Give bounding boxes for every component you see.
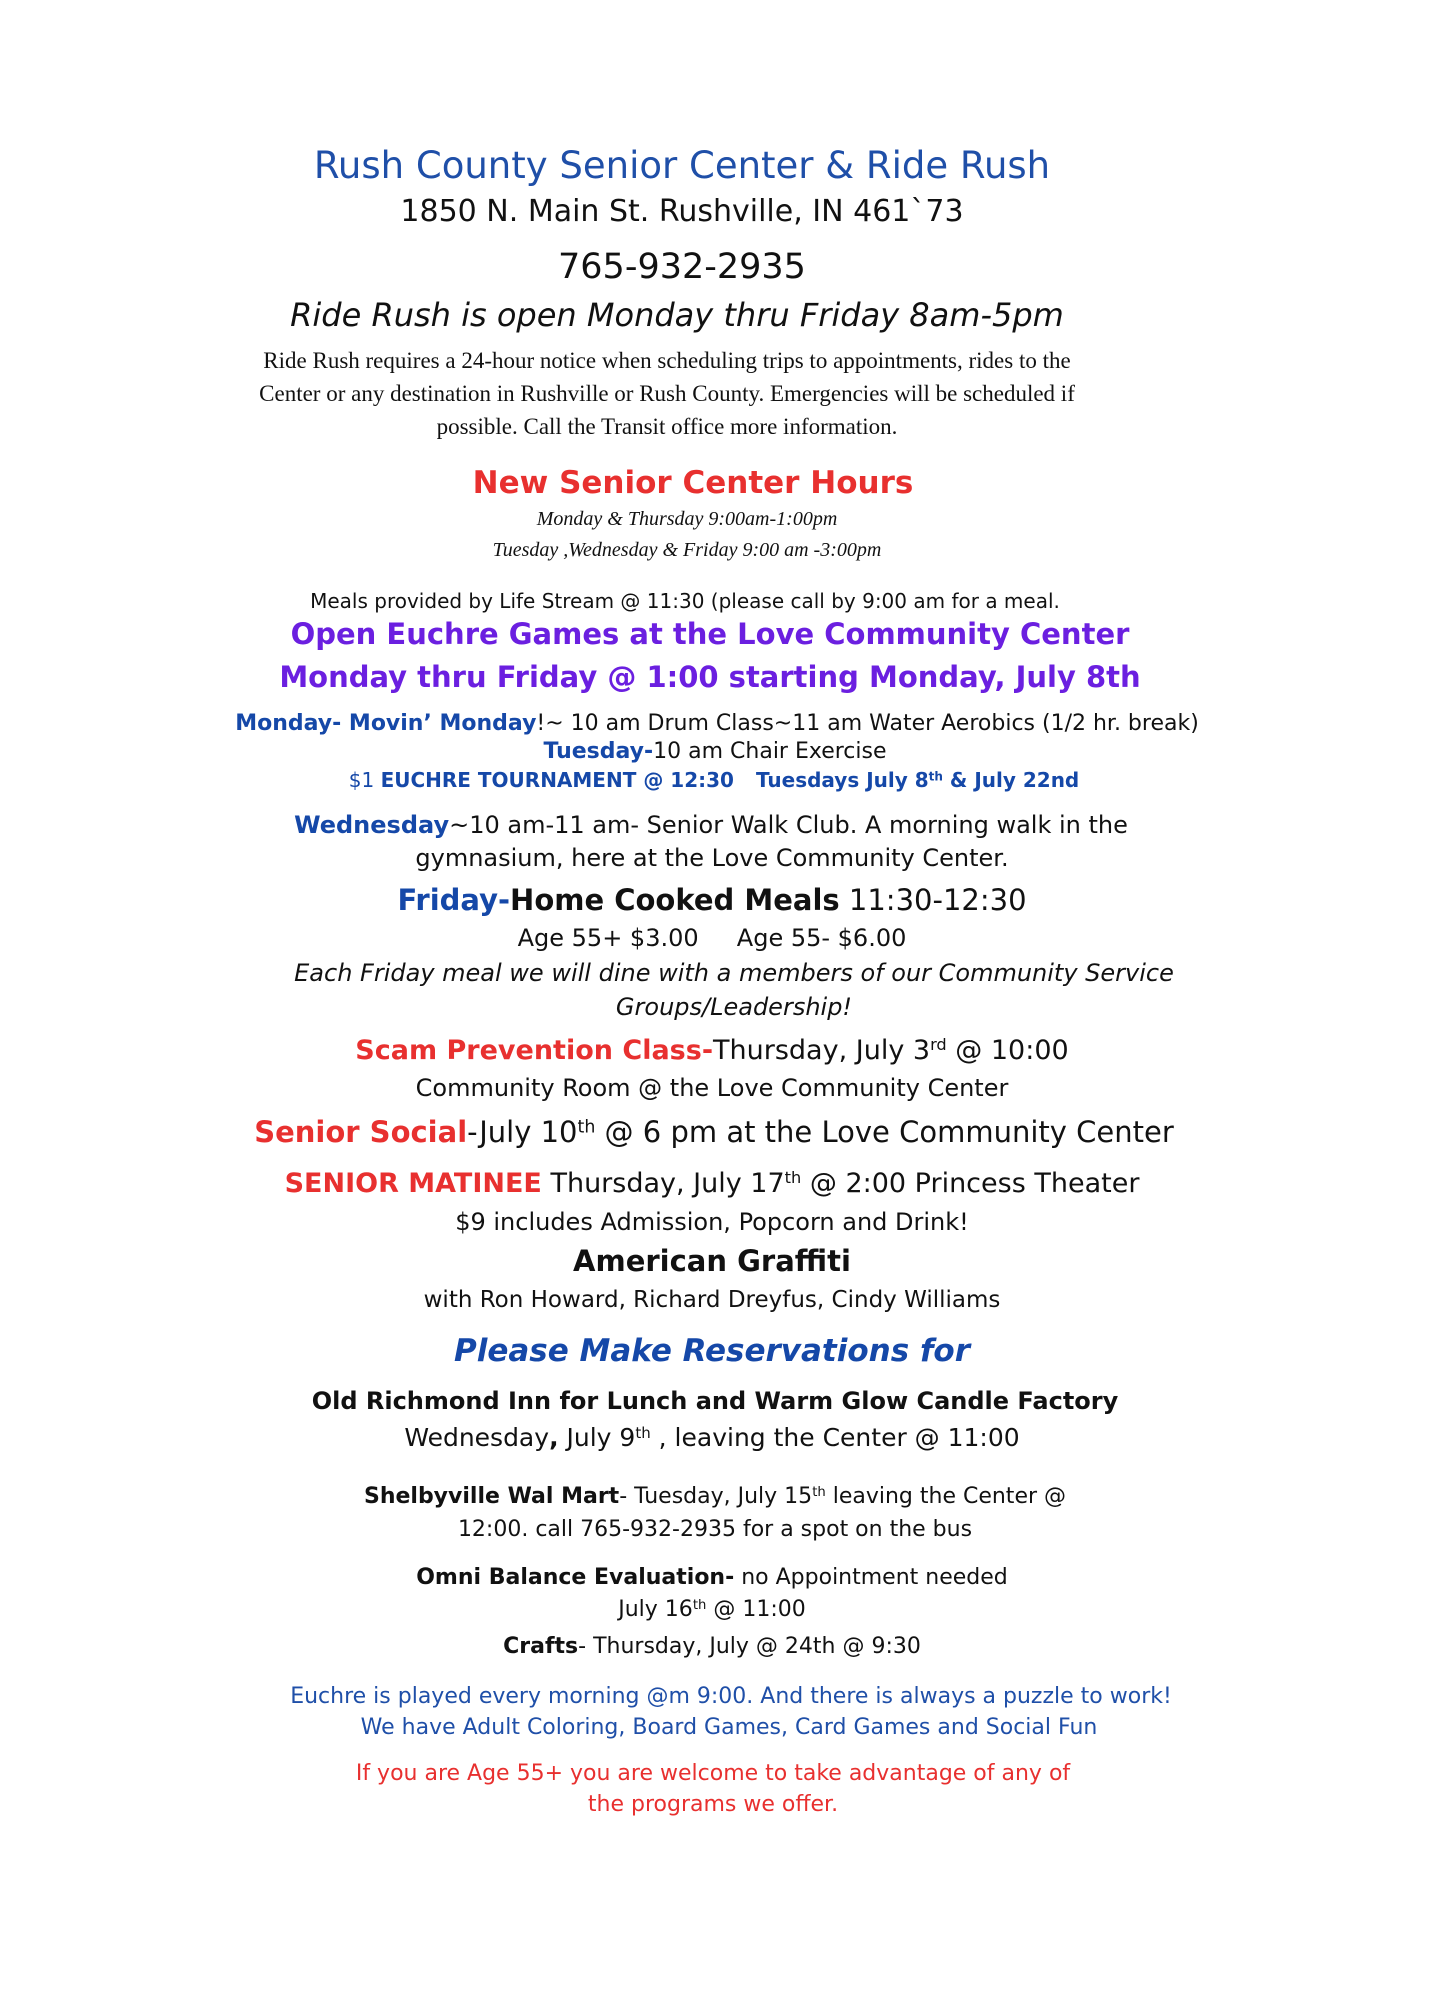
matinee-label: SENIOR MATINEE: [284, 1168, 542, 1199]
friday-note-2: Groups/Leadership!: [615, 993, 853, 1021]
euchre-line-1: Open Euchre Games at the Love Community Center: [290, 617, 1130, 651]
ride-notice-line-2: Center or any destination in Rushville or Rush County. Emergencies will be scheduled if: [259, 381, 1075, 406]
trip-1-date-a: Wednesday: [404, 1423, 550, 1452]
wednesday-text: ~10 am-11 am- Senior Walk Club. A morning walk in the: [449, 811, 1128, 839]
omni-label: Omni Balance Evaluation-: [416, 1565, 735, 1590]
walmart-text-after: leaving the Center @: [825, 1484, 1067, 1509]
walmart-sup: th: [812, 1484, 826, 1500]
trip-1-sup: th: [635, 1423, 651, 1442]
phone-number: 765-932-2935: [558, 247, 806, 287]
euchre-tournament: [0, 769, 1441, 792]
social-sup: th: [577, 1117, 596, 1138]
footer-line-1: Euchre is played every morning @m 9:00. And there is always a puzzle to work!: [290, 1684, 1172, 1709]
tuesday-schedule: [0, 739, 1442, 764]
social-text: -July 10: [467, 1115, 578, 1149]
reservations-heading: Please Make Reservations for: [453, 1333, 971, 1369]
walmart-line-2: 12:00. call 765-932-2935 for a spot on the bus: [457, 1517, 973, 1542]
matinee-sup: th: [784, 1168, 802, 1188]
friday-title: Home Cooked Meals: [510, 883, 840, 917]
footer-line-3: If you are Age 55+ you are welcome to take advantage of any of: [355, 1761, 1071, 1786]
scam-label: Scam Prevention Class-: [355, 1035, 714, 1066]
matinee-price: $9 includes Admission, Popcorn and Drink!: [455, 1208, 969, 1236]
trip-1-date: [0, 1424, 1439, 1453]
social-label: Senior Social: [254, 1115, 468, 1149]
monday-text: !~ 10 am Drum Class~11 am Water Aerobics (1/2 hr. break): [536, 711, 1199, 736]
crafts-text: - Thursday, July @ 24th @ 9:30: [578, 1634, 921, 1659]
address: 1850 N. Main St. Rushville, IN 461`73: [400, 194, 964, 229]
matinee-text-after: @ 2:00 Princess Theater: [801, 1168, 1140, 1199]
tournament-prefix: $1: [348, 768, 381, 792]
tournament-title: EUCHRE TOURNAMENT @ 12:30: [380, 768, 734, 792]
page-title: Rush County Senior Center & Ride Rush: [313, 144, 1051, 187]
scam-location: Community Room @ the Love Community Center: [415, 1074, 1009, 1102]
friday-meals: [0, 884, 1439, 917]
hours-line-2: Tuesday ,Wednesday & Friday 9:00 am -3:00pm: [492, 539, 882, 561]
euchre-line-2: Monday thru Friday @ 1:00 starting Monday, July 8th: [279, 660, 1141, 694]
trip-1-title: Old Richmond Inn for Lunch and Warm Glow Candle Factory: [311, 1387, 1119, 1415]
monday-label: Monday- Movin’ Monday: [235, 711, 537, 736]
friday-label: Friday-: [397, 883, 511, 917]
friday-time: 11:30-12:30: [839, 883, 1027, 917]
hours-line-1: Monday & Thursday 9:00am-1:00pm: [536, 508, 838, 530]
friday-prices: Age 55+ $3.00 Age 55- $6.00: [517, 924, 907, 952]
movie-title: American Graffiti: [573, 1244, 851, 1278]
omni-evaluation: [0, 1565, 1439, 1590]
walmart-text: - Tuesday, July 15: [619, 1484, 813, 1509]
tuesday-text: 10 am Chair Exercise: [653, 739, 887, 764]
walmart-trip: [0, 1484, 1442, 1509]
scam-class: [0, 1035, 1439, 1066]
movie-cast: with Ron Howard, Richard Dreyfus, Cindy Williams: [423, 1287, 1001, 1313]
ride-hours: Ride Rush is open Monday thru Friday 8am-5pm: [290, 296, 1064, 334]
crafts: [0, 1634, 1439, 1659]
scam-sup: rd: [930, 1035, 947, 1055]
omni-date-a: July 16: [618, 1597, 693, 1622]
omni-sup: th: [692, 1597, 707, 1613]
tuesday-label: Tuesday-: [543, 739, 654, 764]
tournament-dates-b: & July 22nd: [942, 768, 1080, 792]
ride-notice-line-3: possible. Call the Transit office more information.: [436, 414, 898, 439]
hours-heading: New Senior Center Hours: [472, 465, 914, 501]
tournament-dates-a: Tuesdays July 8: [755, 768, 929, 792]
walmart-label: Shelbyville Wal Mart: [363, 1484, 620, 1509]
senior-social: [0, 1116, 1441, 1149]
scam-text-after: @ 10:00: [946, 1035, 1069, 1066]
trip-1-comma: ,: [549, 1423, 559, 1452]
trip-1-date-c: , leaving the Center @ 11:00: [650, 1423, 1020, 1452]
omni-text: no Appointment needed: [734, 1565, 1008, 1590]
monday-schedule: [0, 711, 1444, 736]
omni-date: [0, 1597, 1439, 1622]
tournament-sup: th: [928, 769, 943, 784]
senior-matinee: [0, 1168, 1439, 1199]
wednesday-text-2: gymnasium, here at the Love Community Center.: [415, 844, 1009, 872]
wednesday-schedule: [0, 812, 1438, 840]
meals-note: Meals provided by Life Stream @ 11:30 (please call by 9:00 am for a meal.: [310, 589, 1060, 613]
footer-line-4: the programs we offer.: [587, 1792, 839, 1817]
matinee-text: Thursday, July 17: [541, 1168, 785, 1199]
trip-1-date-b: July 9: [558, 1423, 636, 1452]
social-text-after: @ 6 pm at the Love Community Center: [595, 1115, 1174, 1149]
wednesday-label: Wednesday: [294, 811, 450, 839]
crafts-label: Crafts: [503, 1634, 579, 1659]
omni-date-after: @ 11:00: [706, 1597, 806, 1622]
friday-note-1: Each Friday meal we will dine with a members of our Community Service: [294, 959, 1174, 987]
footer-line-2: We have Adult Coloring, Board Games, Card Games and Social Fun: [360, 1715, 1098, 1740]
scam-text: Thursday, July 3: [713, 1035, 931, 1066]
ride-notice-line-1: Ride Rush requires a 24-hour notice when scheduling trips to appointments, rides to the: [263, 348, 1071, 373]
